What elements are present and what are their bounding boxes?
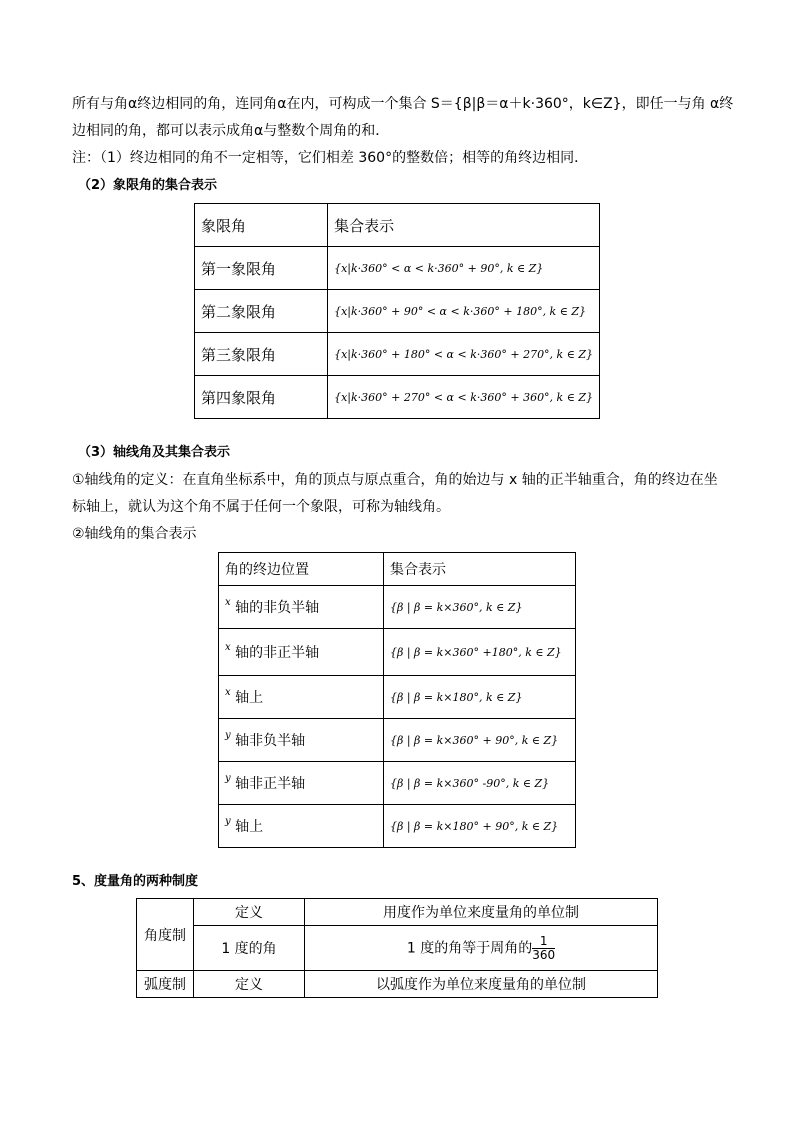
axis-position	[219, 762, 384, 805]
quadrant-name: 第四象限角	[195, 376, 328, 419]
fraction-denominator: 360	[532, 947, 556, 962]
axis-position-label: 轴的非负半轴	[235, 600, 320, 616]
radian-system-label: 弧度制	[137, 971, 194, 998]
axis-position	[219, 629, 384, 676]
section5-heading: 5、度量角的两种制度	[72, 874, 199, 889]
quadrant-name: 第三象限角	[195, 333, 328, 376]
axis-variable: x	[225, 687, 231, 698]
axis-position-label: 轴的非正半轴	[235, 645, 320, 661]
axis-angle-table	[218, 552, 576, 848]
one-degree-desc	[305, 926, 658, 971]
quadrant-name: 第二象限角	[195, 290, 328, 333]
intro-line-1: 所有与角α终边相同的角，连同角α在内，可构成一个集合 S＝{β|β＝α＋k·360°，k∈Z}，即任一与角 α终	[72, 96, 734, 112]
table-row	[195, 290, 600, 333]
axis-position	[219, 676, 384, 719]
header-set: 集合表示	[384, 553, 576, 586]
section3-heading: （3）轴线角及其集合表示	[78, 445, 231, 460]
set-expression: {x|k·360° + 180° < α < k·360° + 270°, k ∈ Z}	[328, 333, 600, 376]
quadrant-name: 第一象限角	[195, 247, 328, 290]
table-row	[195, 333, 600, 376]
header-quadrant: 象限角	[195, 204, 328, 247]
set-expression: {x|k·360° + 270° < α < k·360° + 360°, k ∈ Z}	[328, 376, 600, 419]
set-expression: {β | β = k×180° + 90°, k ∈ Z}	[384, 805, 576, 848]
axis-variable: y	[225, 730, 231, 741]
axis-variable: x	[225, 642, 231, 653]
table-row	[219, 719, 576, 762]
axis-angle-definition-line-1: ①轴线角的定义：在直角坐标系中，角的顶点与原点重合，角的始边与 x 轴的正半轴重合，角的终边在坐	[72, 472, 718, 488]
axis-position	[219, 805, 384, 848]
set-expression: {β | β = k×360° +180°, k ∈ Z}	[384, 629, 576, 676]
table-row	[219, 762, 576, 805]
set-expression: {x|k·360° + 90° < α < k·360° + 180°, k ∈ Z}	[328, 290, 600, 333]
table-row	[137, 926, 658, 971]
header-set: 集合表示	[328, 204, 600, 247]
set-expression: {β | β = k×360°, k ∈ Z}	[384, 586, 576, 629]
table-row	[195, 247, 600, 290]
axis-angle-definition-line-2: 标轴上，就认为这个角不属于任何一个象限，可称为轴线角。	[72, 499, 450, 515]
degree-definition-name: 定义	[194, 899, 305, 926]
table-row	[219, 676, 576, 719]
degree-definition-desc: 用度作为单位来度量角的单位制	[305, 899, 658, 926]
table-row	[219, 629, 576, 676]
axis-position-label: 轴非正半轴	[235, 776, 306, 792]
radian-definition-desc: 以弧度作为单位来度量角的单位制	[305, 971, 658, 998]
table-header-row	[219, 553, 576, 586]
degree-system-label: 角度制	[137, 899, 194, 971]
axis-variable: y	[225, 773, 231, 784]
axis-position-label: 轴上	[235, 819, 264, 835]
axis-position-label: 轴非负半轴	[235, 733, 306, 749]
axis-position-label: 轴上	[235, 690, 264, 706]
intro-note: 注：（1）终边相同的角不一定相等，它们相差 360°的整数倍；相等的角终边相同．	[72, 150, 589, 166]
section2-heading: （2）象限角的集合表示	[78, 178, 218, 193]
table-row	[219, 586, 576, 629]
set-expression: {β | β = k×360° -90°, k ∈ Z}	[384, 762, 576, 805]
axis-position	[219, 586, 384, 629]
table-row	[137, 971, 658, 998]
one-degree-desc-text: 1 度的角等于周角的	[406, 940, 533, 956]
set-expression: {β | β = k×360° + 90°, k ∈ Z}	[384, 719, 576, 762]
header-terminal-side: 角的终边位置	[219, 553, 384, 586]
axis-variable: y	[225, 816, 231, 827]
axis-position	[219, 719, 384, 762]
set-expression: {x|k·360° < α < k·360° + 90°, k ∈ Z}	[328, 247, 600, 290]
table-row	[219, 805, 576, 848]
quadrant-angle-table	[194, 203, 600, 419]
axis-angle-subheading: ②轴线角的集合表示	[72, 526, 197, 542]
set-expression: {β | β = k×180°, k ∈ Z}	[384, 676, 576, 719]
one-degree-name: 1 度的角	[194, 926, 305, 971]
radian-definition-name: 定义	[194, 971, 305, 998]
table-header-row	[195, 204, 600, 247]
intro-line-2: 边相同的角，都可以表示成角α与整数个周角的和．	[72, 123, 390, 139]
axis-variable: x	[225, 597, 231, 608]
angle-measure-systems-table	[136, 898, 658, 998]
table-row	[195, 376, 600, 419]
fraction-numerator: 1	[532, 935, 555, 949]
table-row	[137, 899, 658, 926]
fraction-1-over-360	[532, 935, 555, 962]
